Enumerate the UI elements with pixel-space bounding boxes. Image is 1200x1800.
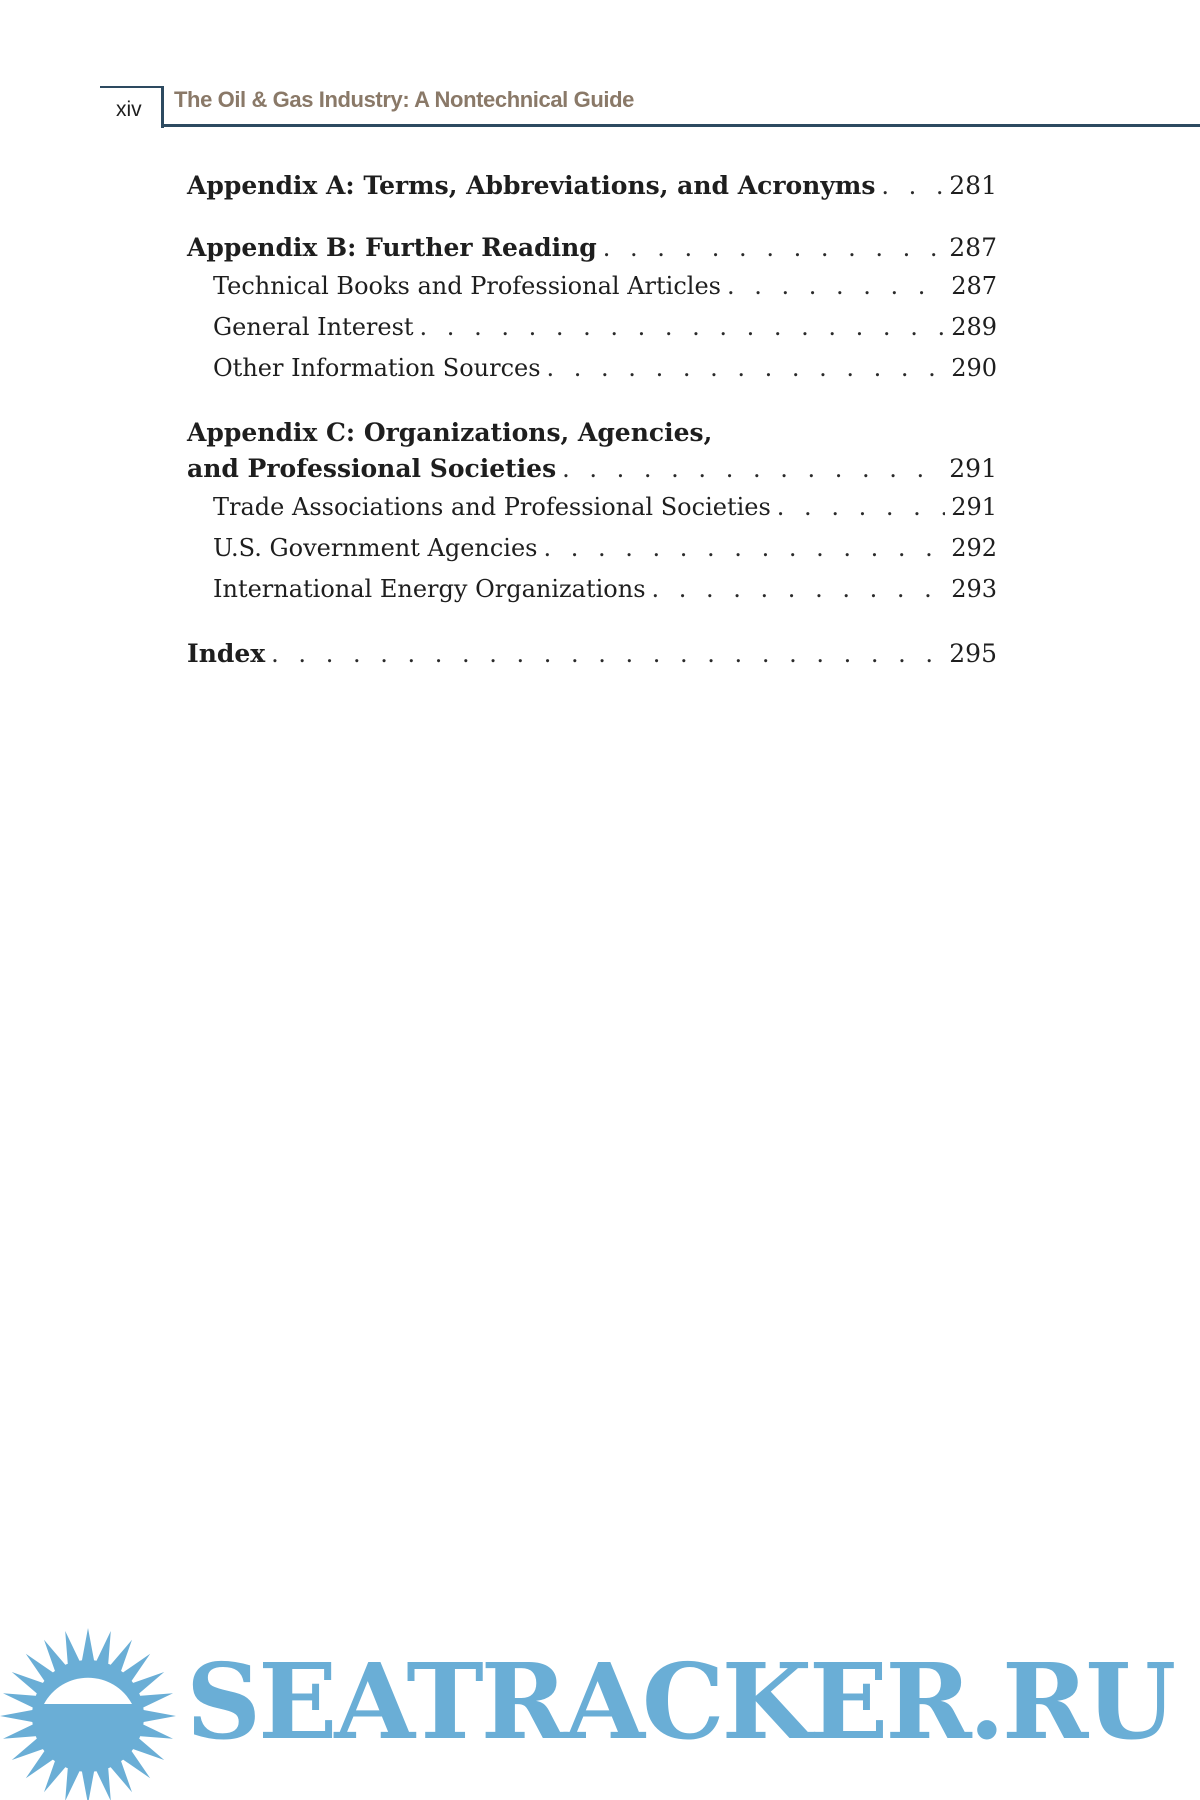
toc-entry-label: Appendix A: Terms, Abbreviations, and Acronyms — [187, 171, 876, 200]
toc-group-index — [187, 636, 997, 672]
dot-leader — [777, 487, 945, 528]
toc-entry-appendix-c[interactable] — [187, 451, 997, 487]
toc-subentry-label: General Interest — [213, 313, 414, 341]
toc-entry-index[interactable] — [187, 636, 997, 672]
page-folio: xiv — [116, 98, 142, 121]
toc-entry-appendix-c-line1[interactable]: Appendix C: Organizations, Agencies, — [187, 418, 713, 447]
dot-leader — [547, 348, 946, 389]
toc-entry-appendix-a[interactable] — [187, 168, 997, 204]
toc-entry-label: Appendix B: Further Reading — [187, 233, 597, 262]
toc-subentry-page: 292 — [951, 534, 997, 562]
dot-leader — [881, 169, 943, 204]
toc-subentry-label: Technical Books and Professional Articles — [213, 272, 721, 300]
toc-subentry-page: 290 — [951, 354, 997, 382]
toc-subentry-label: Trade Associations and Professional Societies — [213, 493, 771, 521]
toc-subentry-label: Other Information Sources — [213, 354, 541, 382]
toc-subentry-page: 289 — [951, 313, 997, 341]
toc-subentry-label: U.S. Government Agencies — [213, 534, 538, 562]
toc-entry-label: Index — [187, 639, 266, 668]
toc-group-appendix-c — [187, 415, 997, 610]
dot-leader — [727, 266, 945, 307]
toc-subentry-technical-books[interactable] — [187, 266, 997, 307]
toc-subentry-label: International Energy Organizations — [213, 575, 646, 603]
toc-group-appendix-b — [187, 230, 997, 389]
dot-leader — [603, 231, 944, 266]
header-rule-top — [100, 86, 164, 88]
header-rule-main — [161, 124, 1200, 127]
toc-subentry-trade-associations[interactable] — [187, 487, 997, 528]
toc-subentry-other-sources[interactable] — [187, 348, 997, 389]
toc-entry-label: and Professional Societies — [187, 454, 557, 483]
watermark-text: SEATRACKER.RU — [186, 1640, 1174, 1763]
toc-entry-page: 295 — [949, 639, 997, 668]
toc-subentry-page: 291 — [951, 493, 997, 521]
dot-leader — [562, 452, 943, 487]
toc-subentry-page: 293 — [951, 575, 997, 603]
sun-disc — [32, 1660, 144, 1772]
running-title: The Oil & Gas Industry: A Nontechnical Guide — [174, 87, 634, 112]
toc-subentry-international-energy[interactable] — [187, 569, 997, 610]
toc-entry-appendix-b[interactable] — [187, 230, 997, 266]
dot-leader — [420, 307, 946, 348]
toc-subentry-page: 287 — [951, 272, 997, 300]
toc-entry-page: 291 — [949, 454, 997, 483]
table-of-contents — [187, 168, 997, 698]
toc-group-appendix-a — [187, 168, 997, 204]
dot-leader — [652, 569, 946, 610]
sun-burst-icon — [0, 1624, 180, 1800]
header-rule-vertical — [161, 86, 164, 128]
toc-entry-page: 281 — [949, 171, 997, 200]
toc-subentry-general-interest[interactable] — [187, 307, 997, 348]
toc-entry-page: 287 — [949, 233, 997, 262]
dot-leader — [271, 637, 943, 672]
toc-subentry-us-government[interactable] — [187, 528, 997, 569]
dot-leader — [544, 528, 946, 569]
